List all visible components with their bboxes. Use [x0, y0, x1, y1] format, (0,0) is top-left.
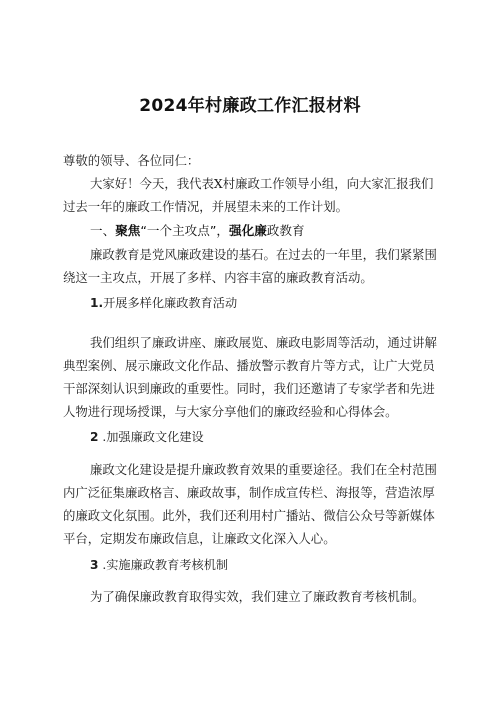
section-1-prefix: 一、	[90, 223, 116, 238]
section-1-heading	[90, 220, 305, 239]
subsection-2-line-1: 廉政文化建设是提升廉政教育效果的重要途径。我们在全村范围	[90, 462, 437, 477]
subsection-1-heading	[90, 294, 237, 311]
subsection-2-label: .加强廉政文化建设	[102, 430, 204, 444]
intro-line-2: 过去一年的廉政工作情况，并展望未来的工作计划。	[63, 199, 348, 214]
subsection-3-line-1: 为了确保廉政教育取得实效，我们建立了廉政教育考核机制。	[90, 589, 425, 604]
salutation: 尊敬的领导、各位同仁：	[63, 153, 200, 168]
section-1-quote: “一个主攻点”，	[140, 223, 229, 238]
subsection-2-line-2: 内广泛征集廉政格言、廉政故事，制作成宣传栏、海报等，营造浓厚	[63, 485, 435, 500]
section-1-bold-b: 强化廉	[229, 223, 267, 238]
section-1-bold-a: 聚焦	[115, 223, 141, 238]
subsection-2-line-3: 的廉政文化氛围。此外，我们还利用村广播站、微信公众号等新媒体	[63, 508, 435, 523]
subsection-2-line-4: 平台，定期发布廉政信息，让廉政文化深入人心。	[63, 531, 336, 546]
subsection-1-line-3: 干部深刻认识到廉政的重要性。同时，我们还邀请了专家学者和先进	[63, 381, 435, 396]
subsection-1-number: 1.	[90, 296, 104, 310]
intro-line-1: 大家好！今天，我代表X村廉政工作领导小组，向大家汇报我们	[90, 176, 434, 191]
subsection-2-heading	[90, 428, 204, 445]
subsection-3-label: .实施廉政教育考核机制	[102, 558, 229, 572]
section-1-line-1: 廉政教育是党风廉政建设的基石。在过去的一年里，我们紧紧围	[90, 247, 437, 262]
document-title: 2024年村廉政工作汇报材料	[139, 96, 361, 116]
section-1-line-2: 绕这一主攻点，开展了多样、内容丰富的廉政教育活动。	[63, 270, 373, 285]
subsection-3-heading	[90, 556, 228, 573]
subsection-1-label: 开展多样化廉政教育活动	[103, 296, 238, 310]
subsection-3-number: 3	[90, 558, 99, 572]
subsection-1-line-1: 我们组织了廉政讲座、廉政展览、廉政电影周等活动，通过讲解	[90, 335, 437, 350]
subsection-2-number: 2	[90, 430, 99, 444]
section-1-tail: 政教育	[266, 223, 305, 238]
subsection-1-line-4: 人物进行现场授课，与大家分享他们的廉政经验和心得体会。	[63, 404, 398, 419]
subsection-1-line-2: 典型案例、展示廉政文化作品、播放警示教育片等方式，让广大党员	[63, 358, 435, 373]
